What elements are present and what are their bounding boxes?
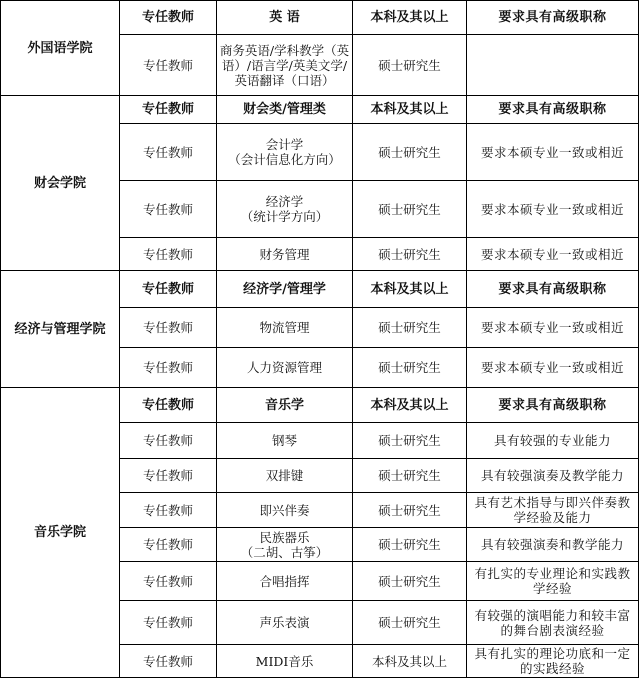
position-cell: 专任教师 (120, 35, 217, 96)
major-cell: 钢琴 (217, 423, 353, 459)
requirement-cell: 有扎实的专业理论和实践教学经验 (467, 562, 639, 601)
requirement-cell: 要求本硕专业一致或相近 (467, 308, 639, 348)
degree-cell: 硕士研究生 (353, 423, 467, 459)
section-header-row (1, 271, 639, 308)
department-cell: 音乐学院 (1, 388, 120, 678)
degree-cell: 硕士研究生 (353, 562, 467, 601)
header-major-cell: 音乐学 (217, 388, 353, 423)
position-cell: 专任教师 (120, 423, 217, 459)
header-major-cell: 英 语 (217, 1, 353, 35)
requirement-cell: 要求本硕专业一致或相近 (467, 124, 639, 181)
header-major-cell: 经济学/管理学 (217, 271, 353, 308)
degree-cell: 硕士研究生 (353, 35, 467, 96)
header-degree-cell: 本科及其以上 (353, 388, 467, 423)
degree-cell: 硕士研究生 (353, 181, 467, 238)
department-cell: 财会学院 (1, 96, 120, 271)
section-header-row (1, 1, 639, 35)
major-cell: 即兴伴奏 (217, 493, 353, 528)
degree-cell: 硕士研究生 (353, 459, 467, 493)
major-cell: 物流管理 (217, 308, 353, 348)
header-requirement-cell: 要求具有高级职称 (467, 1, 639, 35)
major-cell: 双排键 (217, 459, 353, 493)
department-cell: 外国语学院 (1, 1, 120, 96)
position-cell: 专任教师 (120, 348, 217, 388)
header-degree-cell: 本科及其以上 (353, 96, 467, 124)
header-requirement-cell: 要求具有高级职称 (467, 271, 639, 308)
degree-cell: 本科及其以上 (353, 645, 467, 678)
major-cell: 声乐表演 (217, 601, 353, 645)
position-cell: 专任教师 (120, 645, 217, 678)
degree-cell: 硕士研究生 (353, 308, 467, 348)
major-cell: 经济学 （统计学方向） (217, 181, 353, 238)
header-position-cell: 专任教师 (120, 1, 217, 35)
degree-cell: 硕士研究生 (353, 528, 467, 562)
requirement-cell: 具有艺术指导与即兴伴奏教学经验及能力 (467, 493, 639, 528)
position-cell: 专任教师 (120, 459, 217, 493)
major-cell: 人力资源管理 (217, 348, 353, 388)
major-cell: 合唱指挥 (217, 562, 353, 601)
header-major-cell: 财会类/管理类 (217, 96, 353, 124)
major-cell: 民族器乐 （二胡、古筝） (217, 528, 353, 562)
header-position-cell: 专任教师 (120, 388, 217, 423)
position-cell: 专任教师 (120, 601, 217, 645)
requirement-cell (467, 35, 639, 96)
position-cell: 专任教师 (120, 493, 217, 528)
section-header-row (1, 388, 639, 423)
department-cell: 经济与管理学院 (1, 271, 120, 388)
requirement-cell: 有较强的演唱能力和较丰富的舞台剧表演经验 (467, 601, 639, 645)
header-position-cell: 专任教师 (120, 271, 217, 308)
table-body (1, 1, 639, 678)
header-requirement-cell: 要求具有高级职称 (467, 388, 639, 423)
degree-cell: 硕士研究生 (353, 348, 467, 388)
requirement-cell: 要求本硕专业一致或相近 (467, 238, 639, 271)
requirement-cell: 具有较强的专业能力 (467, 423, 639, 459)
requirement-cell: 具有较强演奏及教学能力 (467, 459, 639, 493)
degree-cell: 硕士研究生 (353, 601, 467, 645)
requirement-cell: 具有较强演奏和教学能力 (467, 528, 639, 562)
position-cell: 专任教师 (120, 124, 217, 181)
position-cell: 专任教师 (120, 308, 217, 348)
requirement-cell: 要求本硕专业一致或相近 (467, 181, 639, 238)
header-degree-cell: 本科及其以上 (353, 1, 467, 35)
position-cell: 专任教师 (120, 562, 217, 601)
requirement-cell: 具有扎实的理论功底和一定的实践经验 (467, 645, 639, 678)
major-cell: 商务英语/学科教学（英语）/语言学/英美文学/英语翻译（口语） (217, 35, 353, 96)
position-cell: 专任教师 (120, 181, 217, 238)
header-requirement-cell: 要求具有高级职称 (467, 96, 639, 124)
major-cell: MIDI音乐 (217, 645, 353, 678)
major-cell: 会计学 （会计信息化方向） (217, 124, 353, 181)
position-cell: 专任教师 (120, 238, 217, 271)
section-header-row (1, 96, 639, 124)
requirement-cell: 要求本硕专业一致或相近 (467, 348, 639, 388)
header-position-cell: 专任教师 (120, 96, 217, 124)
position-cell: 专任教师 (120, 528, 217, 562)
degree-cell: 硕士研究生 (353, 493, 467, 528)
header-degree-cell: 本科及其以上 (353, 271, 467, 308)
major-cell: 财务管理 (217, 238, 353, 271)
degree-cell: 硕士研究生 (353, 124, 467, 181)
degree-cell: 硕士研究生 (353, 238, 467, 271)
